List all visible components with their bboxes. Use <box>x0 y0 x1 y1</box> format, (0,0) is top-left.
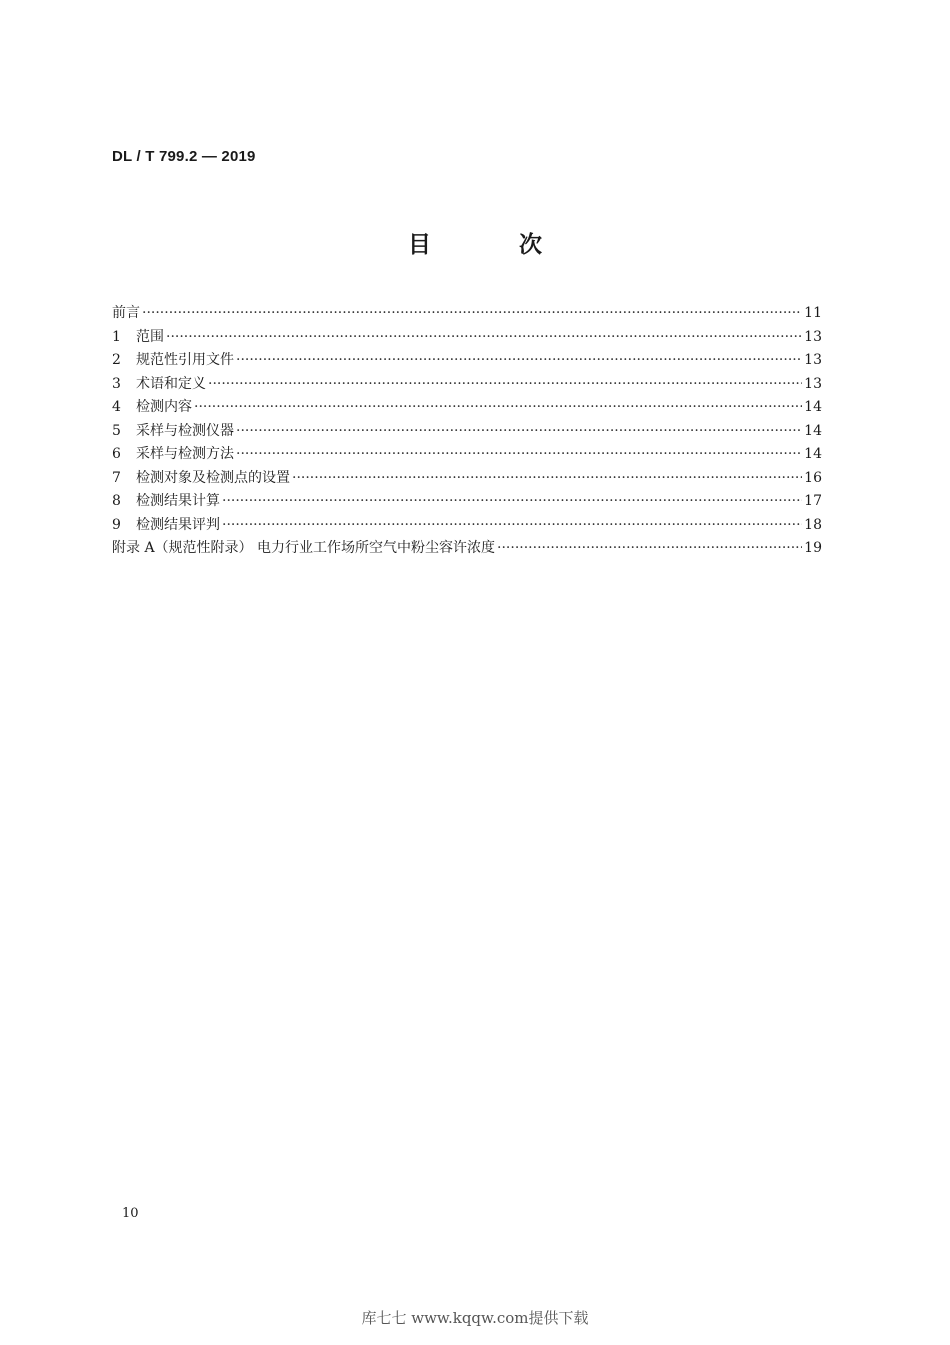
toc-item-5[interactable] <box>112 420 822 444</box>
toc-item-6[interactable] <box>112 443 822 467</box>
toc-leader-dots <box>497 537 802 561</box>
toc-item-label: 术语和定义 <box>136 375 206 392</box>
toc-leader-dots <box>292 467 802 491</box>
toc-item-label: 检测结果评判 <box>136 516 220 533</box>
toc-item-2[interactable] <box>112 349 822 373</box>
toc-item-page: 11 <box>804 305 822 321</box>
toc-item-7[interactable] <box>112 467 822 491</box>
toc-leader-dots <box>208 373 802 397</box>
toc-item-4[interactable] <box>112 396 822 420</box>
toc-item-label: 采样与检测方法 <box>136 446 234 462</box>
footer-watermark-text: 库七七 www.kqqw.com提供下载 <box>361 1309 589 1327</box>
toc-item-8[interactable] <box>112 490 822 514</box>
toc-item-page: 19 <box>804 540 822 556</box>
toc-item-9[interactable] <box>112 514 822 538</box>
toc-leader-dots <box>194 396 802 420</box>
toc-leader-dots <box>236 420 802 444</box>
toc-item-1[interactable] <box>112 326 822 350</box>
toc-item-number: 7 <box>112 469 121 486</box>
toc-item-number: 9 <box>112 516 121 533</box>
toc-item-appendix-a[interactable] <box>112 537 822 561</box>
toc-item-3[interactable] <box>112 373 822 397</box>
toc-item-page: 13 <box>804 328 822 345</box>
page-title: 目 次 <box>407 232 582 258</box>
toc-item-foreword[interactable] <box>112 302 822 326</box>
toc-item-number: 2 <box>112 352 121 368</box>
toc-item-label: 检测内容 <box>136 399 192 415</box>
toc-leader-dots <box>222 490 802 514</box>
toc-leader-dots <box>236 349 802 373</box>
toc-item-label: 检测结果计算 <box>136 493 220 509</box>
toc-item-page: 14 <box>804 446 822 462</box>
toc-item-number: 3 <box>112 375 121 392</box>
toc-item-number: 4 <box>112 399 121 415</box>
table-of-contents <box>112 302 822 561</box>
toc-item-page: 17 <box>804 493 822 509</box>
toc-item-page: 16 <box>804 469 822 486</box>
toc-leader-dots <box>222 514 802 538</box>
toc-item-label: 范围 <box>136 328 164 345</box>
toc-item-page: 13 <box>804 352 822 368</box>
toc-item-label: 采样与检测仪器 <box>136 422 234 439</box>
toc-item-label: 前言 <box>112 305 140 321</box>
toc-item-page: 18 <box>804 516 822 533</box>
toc-leader-dots <box>166 326 802 350</box>
document-code: DL / T 799.2 — 2019 <box>112 148 256 165</box>
toc-item-label: 检测对象及检测点的设置 <box>136 469 290 486</box>
toc-item-number: 5 <box>112 422 121 439</box>
toc-item-page: 14 <box>804 399 822 415</box>
toc-item-number: 8 <box>112 493 121 509</box>
toc-item-label: 规范性引用文件 <box>136 352 234 368</box>
toc-item-label: 附录 A（规范性附录） 电力行业工作场所空气中粉尘容许浓度 <box>112 540 496 556</box>
toc-item-page: 14 <box>804 422 822 439</box>
toc-leader-dots <box>142 302 802 326</box>
toc-item-number: 6 <box>112 446 121 462</box>
toc-leader-dots <box>236 443 802 467</box>
toc-item-page: 13 <box>804 375 822 392</box>
page-number: 10 <box>122 1206 139 1221</box>
toc-item-number: 1 <box>112 328 121 345</box>
